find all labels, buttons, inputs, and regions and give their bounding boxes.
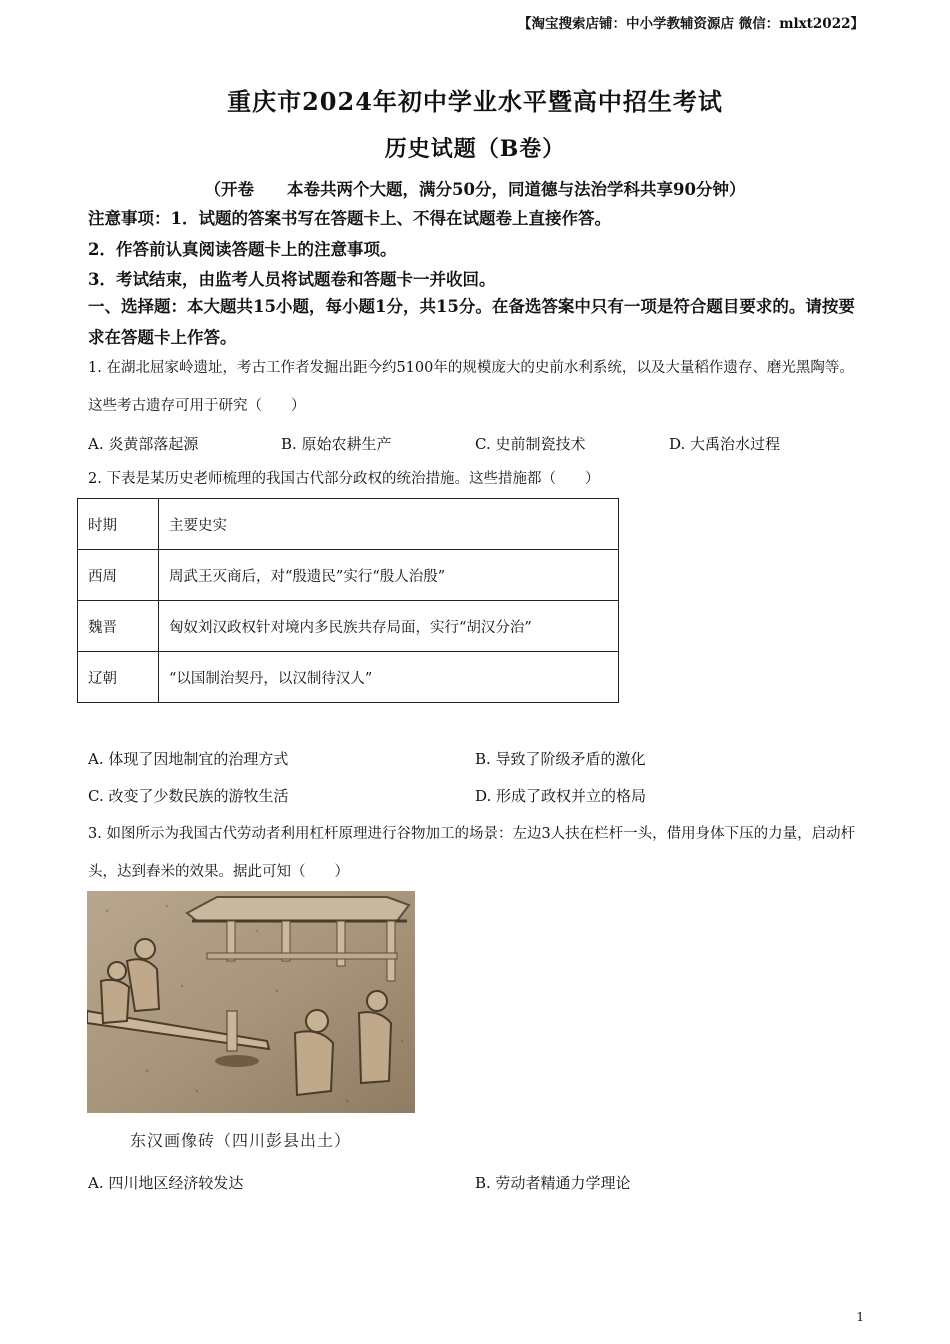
question-1-stem: 1. 在湖北屈家岭遗址，考古工作者发掘出距今约5100年的规模庞大的史前水利系统，以及大量稻作遗存、磨光黑陶等。这些考古遗存可用于研究（ ） xyxy=(88,360,854,414)
table-cell-period: 魏晋 xyxy=(78,601,159,652)
table-cell-period: 辽朝 xyxy=(78,652,159,703)
table-row xyxy=(78,550,619,601)
question-2-stem: 2. 下表是某历史老师梳理的我国古代部分政权的统治措施。这些措施都（ ） xyxy=(88,471,600,487)
q2-option-b[interactable]: B. 导致了阶级矛盾的激化 xyxy=(475,750,646,768)
notice-3: 3．考试结束，由监考人员将试题卷和答题卡一并收回。 xyxy=(88,270,496,289)
q2-option-a[interactable]: A. 体现了因地制宜的治理方式 xyxy=(88,750,289,768)
history-facts-table xyxy=(77,498,619,703)
notice-2: 2．作答前认真阅读答题卡上的注意事项。 xyxy=(88,240,397,259)
q1-option-d[interactable]: D. 大禹治水过程 xyxy=(669,435,781,453)
q1-option-c[interactable]: C. 史前制瓷技术 xyxy=(475,435,586,453)
exam-title: 重庆市2024年初中学业水平暨高中招生考试 xyxy=(227,87,723,116)
table-cell-fact: 匈奴刘汉政权针对境内多民族共存局面，实行“胡汉分治” xyxy=(159,601,619,652)
q1-option-a[interactable]: A. 炎黄部落起源 xyxy=(88,435,199,453)
image-caption: 东汉画像砖（四川彭县出土） xyxy=(130,1131,352,1150)
q3-option-a[interactable]: A. 四川地区经济较发达 xyxy=(88,1174,244,1192)
q1-option-b[interactable]: B. 原始农耕生产 xyxy=(281,435,392,453)
table-cell-period: 西周 xyxy=(78,550,159,601)
q3-option-b[interactable]: B. 劳动者精通力学理论 xyxy=(475,1174,631,1192)
question-3-stem: 3. 如图所示为我国古代劳动者利用杠杆原理进行谷物加工的场景：左边3人扶在栏杆一头，借用身体下压的力量，启动杆头，达到舂米的效果。据此可知（ ） xyxy=(88,826,856,880)
table-cell-fact: “以国制治契丹，以汉制待汉人” xyxy=(159,652,619,703)
q2-option-c[interactable]: C. 改变了少数民族的游牧生活 xyxy=(88,787,289,805)
han-brick-relief-image xyxy=(87,891,415,1113)
table-header-period: 时期 xyxy=(78,499,159,550)
header-note: 【淘宝搜索店铺：中小学教辅资源店 微信：mlxt2022】 xyxy=(518,16,864,32)
table-row xyxy=(78,601,619,652)
notice-1: 注意事项：1．试题的答案书写在答题卡上、不得在试题卷上直接作答。 xyxy=(88,209,611,228)
table-header-facts: 主要史实 xyxy=(159,499,619,550)
paper-subtitle: 历史试题（B卷） xyxy=(384,136,566,162)
page-number: 1 xyxy=(856,1310,864,1324)
section-heading: 一、选择题：本大题共15小题，每小题1分，共15分。在备选答案中只有一项是符合题目要求的。请按要求在答题卡上作答。 xyxy=(88,297,855,347)
table-cell-fact: 周武王灭商后，对“殷遗民”实行“殷人治殷” xyxy=(159,550,619,601)
q2-option-d[interactable]: D. 形成了政权并立的格局 xyxy=(475,787,647,805)
exam-info: （开卷 本卷共两个大题，满分50分，同道德与法治学科共享90分钟） xyxy=(204,180,746,199)
table-row xyxy=(78,652,619,703)
table-header-row xyxy=(78,499,619,550)
